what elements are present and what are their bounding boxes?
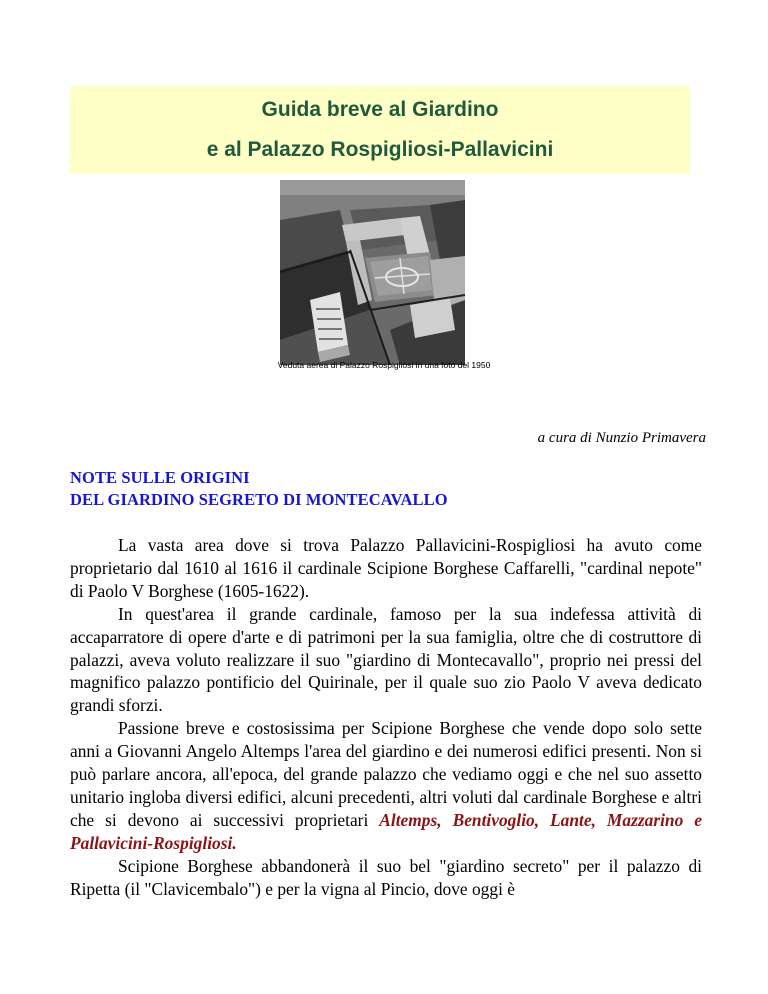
paragraph-3-text: Passione breve e costosissima per Scipione Borghese che vende dopo solo sette anni a Giovanni Angelo Altemps l'area del giardino e dei numerosi edifici presenti. Non si può parlare ancora, all'epoca, del grande palazzo che vediamo oggi e che nel suo assetto unitario ingloba diversi edifici, alcuni precedenti, altri voluti dal cardinale Borghese e altri che si devono ai successivi proprietari <box>70 718 702 830</box>
paragraph-1: La vasta area dove si trova Palazzo Pallavicini-Rospigliosi ha avuto come proprietario dal 1610 al 1616 il cardinale Scipione Borghese Caffarelli, "cardinal nepote" di Paolo V Borghese (1605-1622). <box>70 535 702 601</box>
title-box <box>70 86 690 174</box>
section-heading-line-1: NOTE SULLE ORIGINI <box>70 468 250 487</box>
title-line-2: e al Palazzo Rospigliosi-Pallavicini <box>206 138 554 161</box>
photo-caption: Veduta aerea di Palazzo Rospigliosi in una foto del 1950 <box>277 360 491 370</box>
curator-credit: a cura di Nunzio Primavera <box>537 430 706 446</box>
paragraph-2: In quest'area il grande cardinale, famoso per la sua indefessa attività di accaparratore di opere d'arte e di patrimoni per la sua famiglia, oltre che di costruttore di palazzi, aveva voluto realizzare il suo "giardino di Montecavallo", proprio nei pressi del magnifico palazzo pontificio del Quirinale, per il quale suo zio Paolo V aveva dedicato grandi sforzi. <box>70 603 702 716</box>
aerial-photo <box>280 180 465 365</box>
paragraph-3 <box>70 717 702 854</box>
section-heading-line-2: DEL GIARDINO SEGRETO DI MONTECAVALLO <box>70 490 448 509</box>
paragraph-4: Scipione Borghese abbandonerà il suo bel "giardino secreto" per il palazzo di Ripetta (il "Clavicembalo") e per la vigna al Pincio, dove oggi è <box>70 855 702 899</box>
owners-names: Altemps, Bentivoglio, Lante, Mazzarino e Pallavicini-Rospigliosi. <box>70 809 702 853</box>
title-line-1: Guida breve al Giardino <box>261 98 499 121</box>
body-text <box>70 534 702 901</box>
